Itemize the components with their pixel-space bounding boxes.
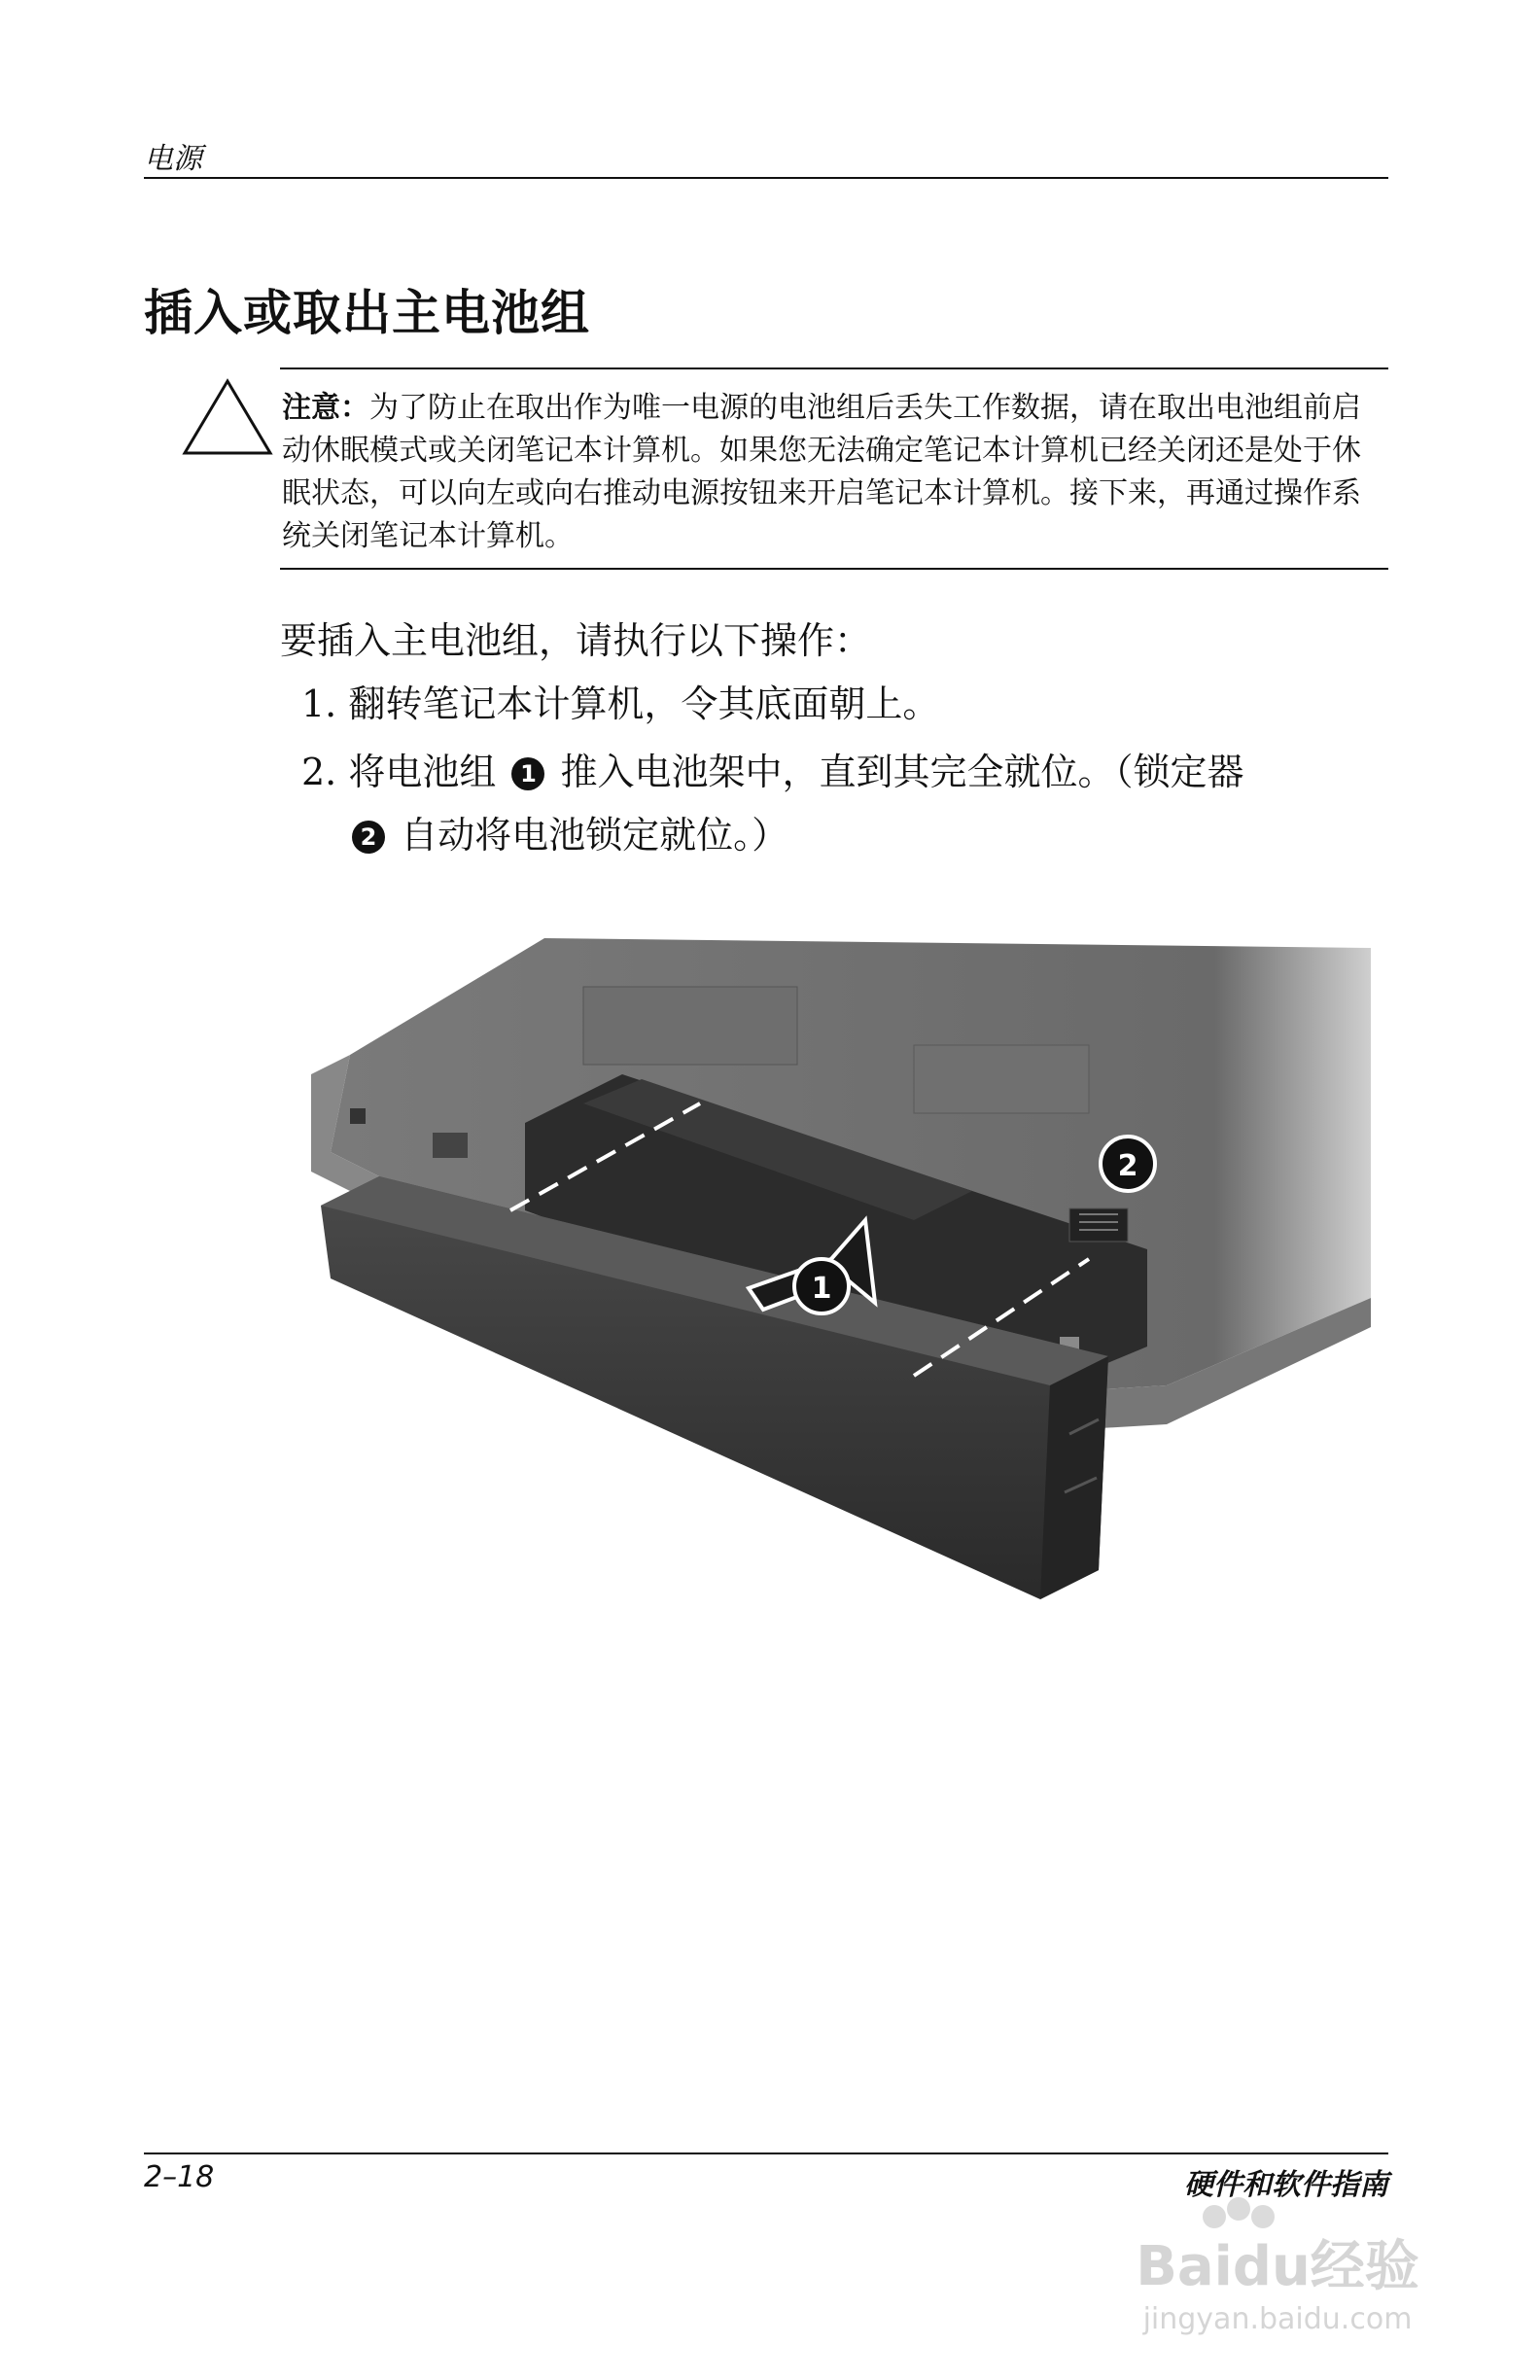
section-title: 插入或取出主电池组: [144, 285, 590, 341]
header-rule: [144, 177, 1388, 179]
caution-label: 注意：: [282, 391, 369, 425]
badge-2: 2: [352, 821, 385, 854]
caution-text: 为了防止在取出作为唯一电源的电池组后丢失工作数据，请在取出电池组前启动休眠模式或关闭笔记本计算机。如果您无法确定笔记本计算机已经关闭还是处于休眠状态，可以向左或向右推动电源按钮来开启笔记本计算机。接下来，再通过操作系统关闭笔记本计算机。: [282, 391, 1361, 553]
note-rule-top: [280, 368, 1388, 369]
badge-1: 1: [511, 757, 544, 790]
note-rule-bottom: [280, 568, 1388, 570]
book-title: 硬件和软件指南: [1184, 2168, 1388, 2202]
step-2-part-b: 推入电池架中，直到其完全就位。（锁定器: [560, 751, 1244, 793]
page-number: 2–18: [144, 2160, 215, 2194]
callout-1-label: 1: [811, 1272, 832, 1306]
step-2-line-2: [348, 805, 788, 858]
step-2-part-c: 自动将电池锁定就位。）: [401, 814, 789, 857]
step-1: 1. 翻转笔记本计算机，令其底面朝上。: [301, 682, 940, 725]
callout-2-label: 2: [1117, 1149, 1138, 1183]
caution-note: [282, 387, 1371, 558]
procedure-intro: 要插入主电池组，请执行以下操作：: [280, 619, 872, 662]
step-2: [301, 747, 1381, 797]
caution-triangle-icon: [181, 377, 274, 457]
running-header: 电源: [144, 142, 202, 176]
release-latch: [1069, 1208, 1128, 1242]
battery-insert-illustration: [292, 928, 1381, 1599]
step-2-part-a: 2. 将电池组: [301, 751, 497, 793]
watermark-brand: Baidu经验: [1136, 2235, 1419, 2298]
callout-1: [794, 1259, 849, 1313]
watermark-url: jingyan.baidu.com: [1142, 2302, 1413, 2336]
baidu-watermark: [1122, 2188, 1433, 2343]
callout-2: [1101, 1137, 1155, 1191]
footer-rule: [144, 2152, 1388, 2154]
